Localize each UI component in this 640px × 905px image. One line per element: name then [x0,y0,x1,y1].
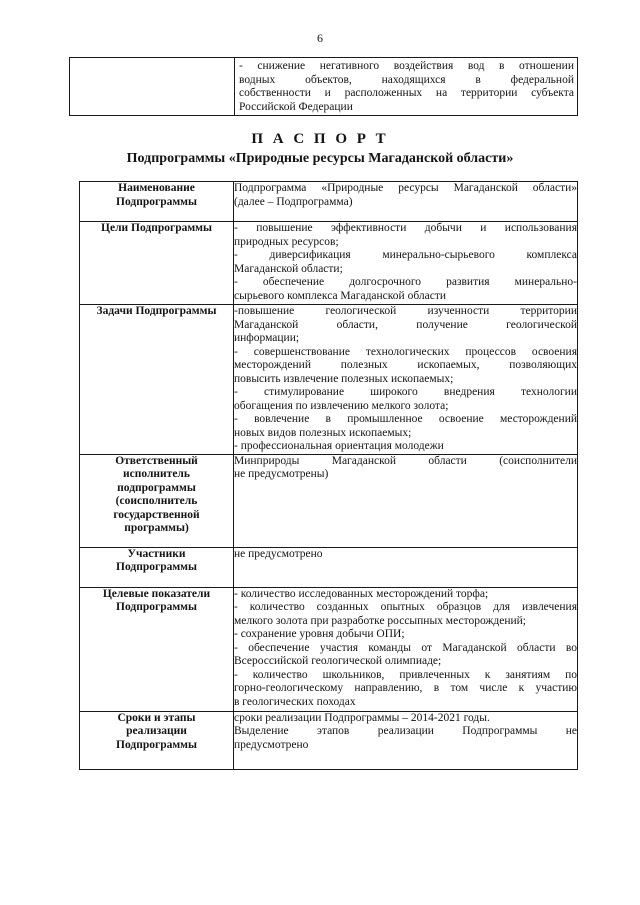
text-line: Подпрограмма «Природные ресурсы Магаданской области» [234,182,577,194]
text-line: Российской Федерации [239,100,353,113]
passport-subtitle: Подпрограммы «Природные ресурсы Магаданской области» [126,151,514,166]
text-line: не предусмотрено [234,547,323,560]
row-content [234,182,578,222]
row-label: Целевые показатели Подпрограммы [80,587,234,711]
page-number: 6 [317,31,323,45]
row-label: Цели Подпрограммы [80,222,234,305]
passport-title: П А С П О Р Т [251,131,389,147]
text-line: - диверсификация минерально-сырьевого комплекса [234,249,577,261]
text-line: не предусмотрены) [234,468,329,480]
text-line: предусмотрено [234,738,309,751]
text-line: - снижение негативного воздействия вод в отношении [239,60,574,72]
label-cell [70,58,235,116]
row-content [234,711,578,769]
row-content [234,305,578,455]
text-line: горно-геологическому направлению, в том числе к участию [234,682,577,694]
table-row [80,587,578,711]
text-line: сроки реализации Подпрограммы – 2014-2021 годы. [234,711,490,724]
content-cell [235,58,578,116]
table-row [70,58,578,116]
text-line: информации; [234,332,300,344]
text-line: - количество созданных опытных образцов для извлечения [234,601,577,613]
table-row [80,305,578,455]
row-label: Сроки и этапы реализации Подпрограммы [80,711,234,769]
text-line: мелкого золота при разработке россыпных месторождений; [234,614,526,627]
text-line: (далее – Подпрограмма) [234,195,353,208]
row-label: Участники Подпрограммы [80,547,234,587]
row-content [234,454,578,547]
row-content [234,222,578,305]
text-line: природных ресурсов; [234,235,339,248]
row-label: Ответственный исполнитель подпрограммы (соисполнитель государственной программы) [80,454,234,547]
text-line: повысить извлечение полезных ископаемых; [234,372,454,385]
passport-table [79,181,578,770]
text-line: обогащения по извлечению мелкого золота; [234,399,449,412]
text-line: - вовлечение в промышленное освоение месторождений [234,413,577,425]
text-line: - сохранение уровня добычи ОПИ; [234,628,405,640]
continuation-table [69,57,578,116]
text-line: - повышение эффективности добычи и использования [234,222,577,234]
text-line: водных объектов, находящихся в федеральной [239,73,574,86]
text-line: Магаданской области, получение геологической [234,318,577,331]
row-label: Задачи Подпрограммы [80,305,234,455]
table-row [80,711,578,769]
text-line: Всероссийской геологической олимпиаде; [234,655,442,667]
row-content [234,547,578,587]
row-label: Наименование Подпрограммы [80,182,234,222]
text-line: - обеспечение долгосрочного развития минерально- [234,276,577,288]
table-row [80,547,578,587]
text-line: - количество школьников, привлеченных к занятиям по [234,668,577,681]
text-line: - количество исследованных месторождений торфа; [234,587,489,600]
table-row [80,182,578,222]
text-line: Минприроды Магаданской области (соисполнители [234,454,577,467]
text-line: - стимулирование широкого внедрения технологии [234,386,577,398]
table-row [80,222,578,305]
text-line: в геологических походах [234,695,356,708]
text-line: Магаданской области; [234,262,343,275]
text-line: Выделение этапов реализации Подпрограммы не [234,725,577,737]
text-line: - профессиональная ориентация молодежи [234,440,444,452]
row-content [234,587,578,711]
text-line: месторождений полезных ископаемых, позволяющих [234,359,577,371]
text-line: - обеспечение участия команды от Магаданской области во [234,641,577,654]
text-line: собственности и расположенных на территории субъекта [239,87,574,99]
text-line: сырьевого комплекса Магаданской области [234,289,447,302]
text-line: новых видов полезных ископаемых; [234,426,412,439]
table-row [80,454,578,547]
text-line: - совершенствование технологических процессов освоения [234,345,577,358]
text-line: -повышение геологической изученности территории [234,305,577,317]
